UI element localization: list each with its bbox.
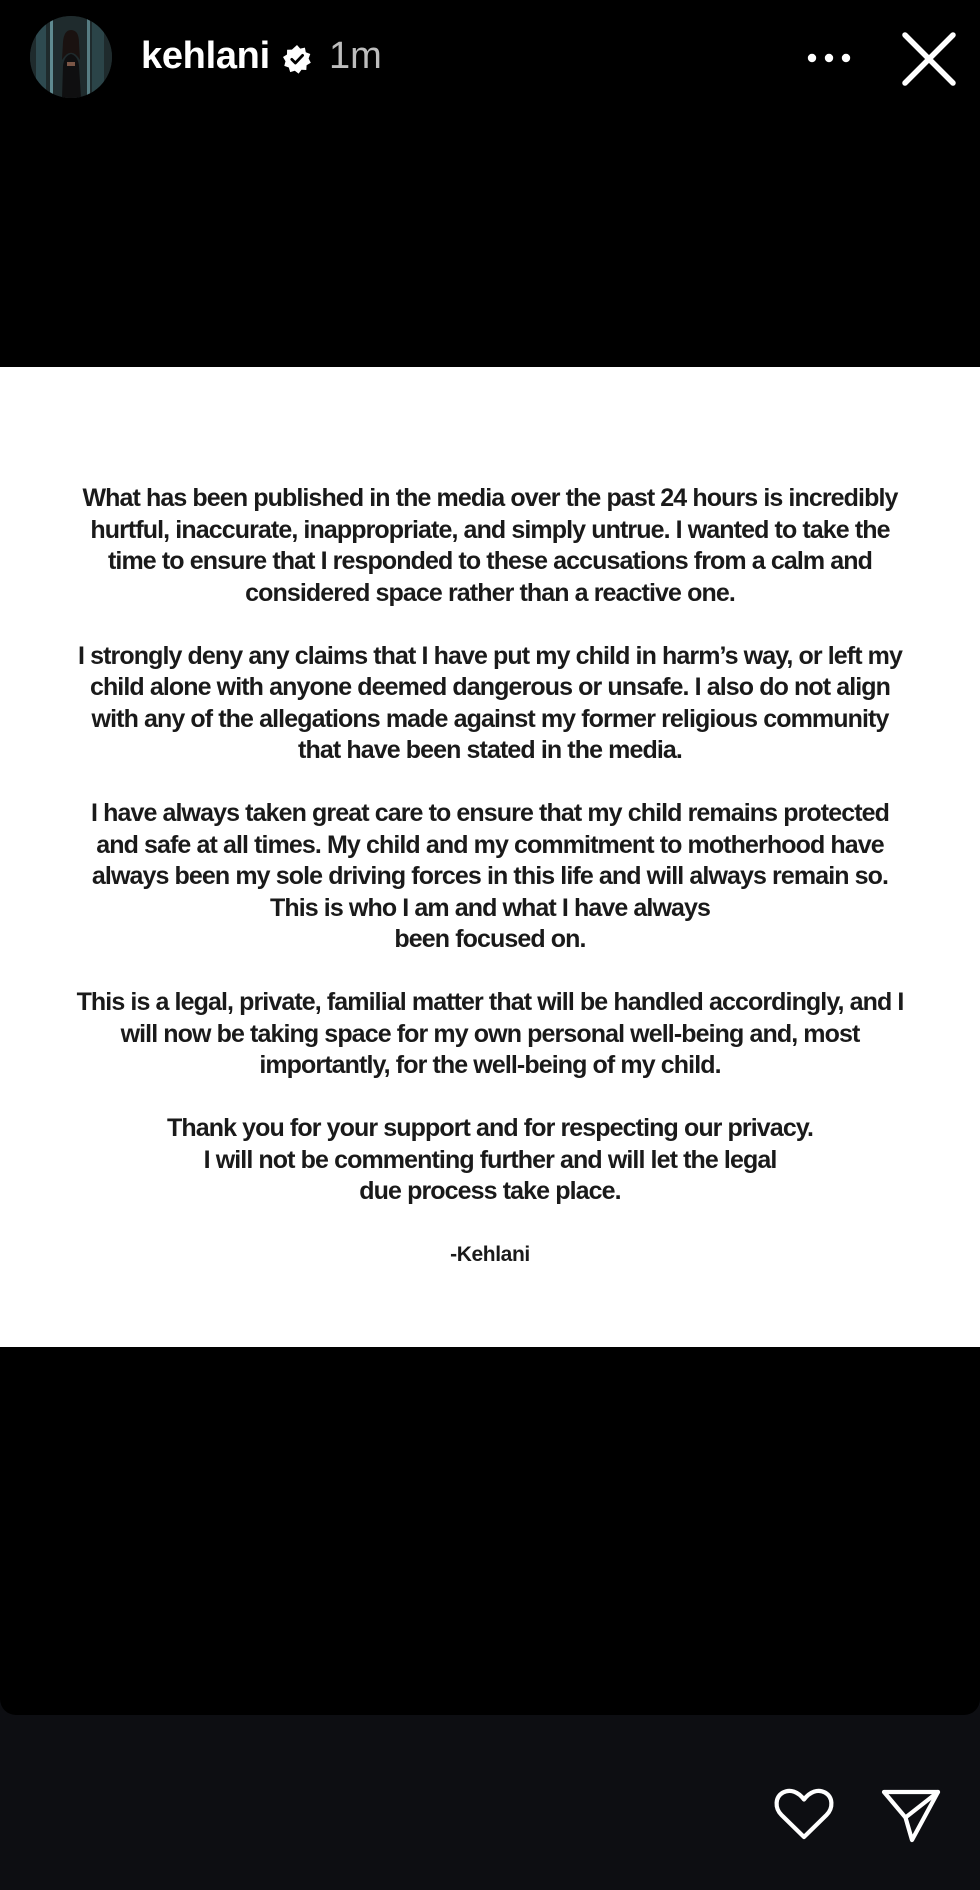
username[interactable]: kehlani — [141, 35, 270, 77]
verified-badge-icon — [282, 44, 312, 74]
statement-paragraph: This is a legal, private, familial matter that will be handled accordingly, and I will now be taking space for my own personal well-being and, most importantly, for the well-being of my child. — [76, 988, 904, 1079]
heart-icon[interactable] — [772, 1785, 836, 1843]
story-header — [0, 0, 980, 115]
story-timestamp: 1m — [329, 35, 382, 77]
statement-signature: -Kehlani — [450, 1243, 530, 1266]
close-icon[interactable] — [896, 28, 962, 92]
statement-paragraph: Thank you for your support and for respecting our privacy. I will not be commenting further and will let the legal due process take place. — [166, 1114, 814, 1205]
avatar[interactable] — [30, 16, 112, 98]
statement-card — [0, 367, 980, 1347]
statement-text — [40, 483, 940, 1271]
statement-paragraph: I strongly deny any claims that I have put my child in harm’s way, or left my child alone with anyone deemed dangerous or unsafe. I also do not align with any of the allegations made against my former religious community that have been stated in the media. — [78, 641, 902, 764]
statement-paragraph: I have always taken great care to ensure that my child remains protected and safe at all times. My child and my commitment to motherhood have always been my sole driving forces in this life and will always remain so. This is who I am and what I have always been focused on. — [90, 799, 890, 953]
send-icon[interactable] — [879, 1785, 943, 1845]
statement-paragraph: What has been published in the media over the past 24 hours is incredibly hurtful, inaccurate, inappropriate, and simply untrue. I wanted to take the time to ensure that I responded to these accusations from a calm and considered space rather than a reactive one. — [82, 484, 898, 607]
more-options-icon[interactable] — [800, 32, 858, 84]
